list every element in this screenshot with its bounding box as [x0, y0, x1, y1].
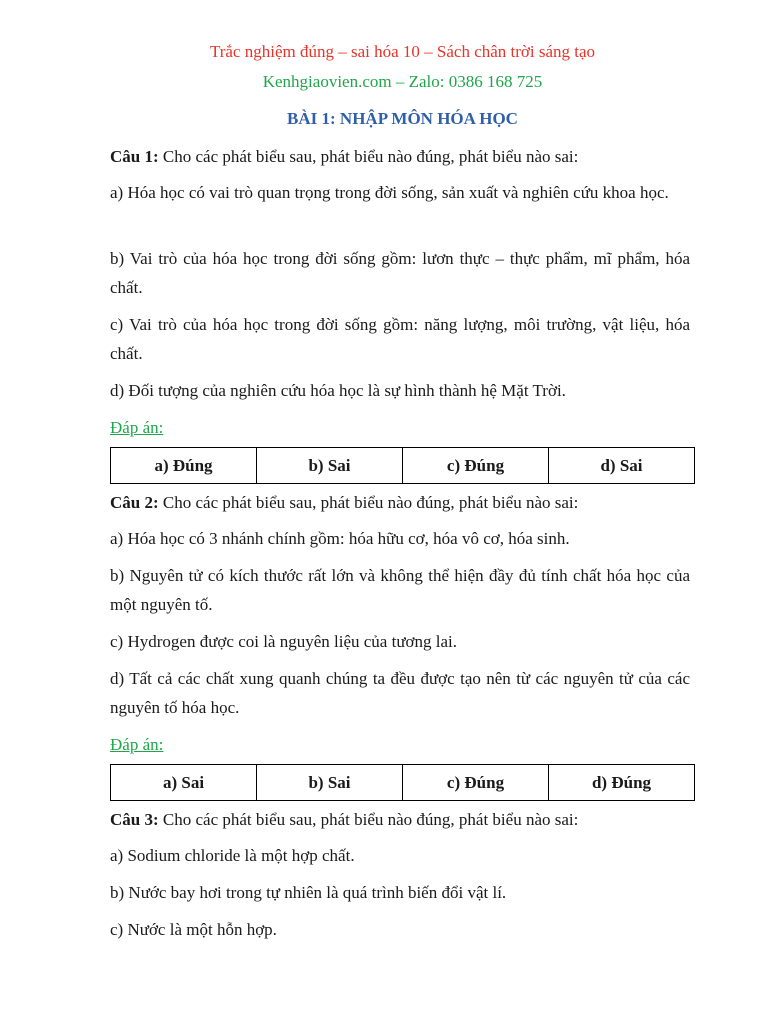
header-contact: Kenhgiaovien.com – Zalo: 0386 168 725: [262, 72, 543, 91]
question-2-text: Cho các phát biểu sau, phát biểu nào đúng, phát biểu nào sai:: [158, 493, 579, 512]
question-3-option-c: c) Nước là một hỗn hợp.: [110, 920, 277, 939]
question-1-answer-label: Đáp án:: [110, 418, 164, 437]
answer-cell: b) Sai: [257, 765, 403, 801]
question-2-answer-table: [110, 764, 695, 801]
question-2-option-a: a) Hóa học có 3 nhánh chính gồm: hóa hữu cơ, hóa vô cơ, hóa sinh.: [110, 529, 570, 548]
question-2-option-d: d) Tất cả các chất xung quanh chúng ta đều được tạo nên từ các nguyên tử của các nguyên tố hóa học.: [110, 669, 690, 717]
question-1-option-d: d) Đối tượng của nghiên cứu hóa học là sự hình thành hệ Mặt Trời.: [110, 381, 566, 400]
question-2-label: Câu 2:: [110, 493, 159, 512]
question-1-option-b: b) Vai trò của hóa học trong đời sống gồm: lươn thực – thực phẩm, mĩ phẩm, hóa chất.: [110, 249, 690, 297]
table-row: [111, 765, 695, 801]
header-title: Trắc nghiệm đúng – sai hóa 10 – Sách chân trời sáng tạo: [209, 42, 596, 61]
question-2-option-c: c) Hydrogen được coi là nguyên liệu của tương lai.: [110, 632, 458, 651]
question-2-prompt: [110, 488, 690, 517]
question-1-answer-table: [110, 447, 695, 484]
question-2-option-b: b) Nguyên tử có kích thước rất lớn và không thể hiện đầy đủ tính chất hóa học của một nguyên tố.: [110, 566, 690, 614]
question-3-option-b: b) Nước bay hơi trong tự nhiên là quá trình biến đổi vật lí.: [110, 883, 507, 902]
table-row: [111, 448, 695, 484]
question-1-prompt: [110, 142, 690, 171]
question-3-text: Cho các phát biểu sau, phát biểu nào đúng, phát biểu nào sai:: [158, 810, 579, 829]
question-3-option-a: a) Sodium chloride là một hợp chất.: [110, 846, 355, 865]
question-3-prompt: [110, 805, 690, 834]
answer-cell: d) Đúng: [549, 765, 695, 801]
question-1-option-c: c) Vai trò của hóa học trong đời sống gồm: năng lượng, môi trường, vật liệu, hóa chất.: [110, 315, 690, 363]
answer-cell: b) Sai: [257, 448, 403, 484]
question-1-option-a: a) Hóa học có vai trò quan trọng trong đời sống, sản xuất và nghiên cứu khoa học.: [110, 183, 669, 202]
answer-cell: c) Đúng: [403, 765, 549, 801]
answer-cell: a) Sai: [111, 765, 257, 801]
question-1-label: Câu 1:: [110, 147, 159, 166]
question-3-label: Câu 3:: [110, 810, 159, 829]
answer-cell: d) Sai: [549, 448, 695, 484]
question-2-answer-label: Đáp án:: [110, 735, 164, 754]
answer-cell: c) Đúng: [403, 448, 549, 484]
answer-cell: a) Đúng: [111, 448, 257, 484]
lesson-title: BÀI 1: NHẬP MÔN HÓA HỌC: [287, 109, 518, 128]
question-1-text: Cho các phát biểu sau, phát biểu nào đúng, phát biểu nào sai:: [158, 147, 579, 166]
